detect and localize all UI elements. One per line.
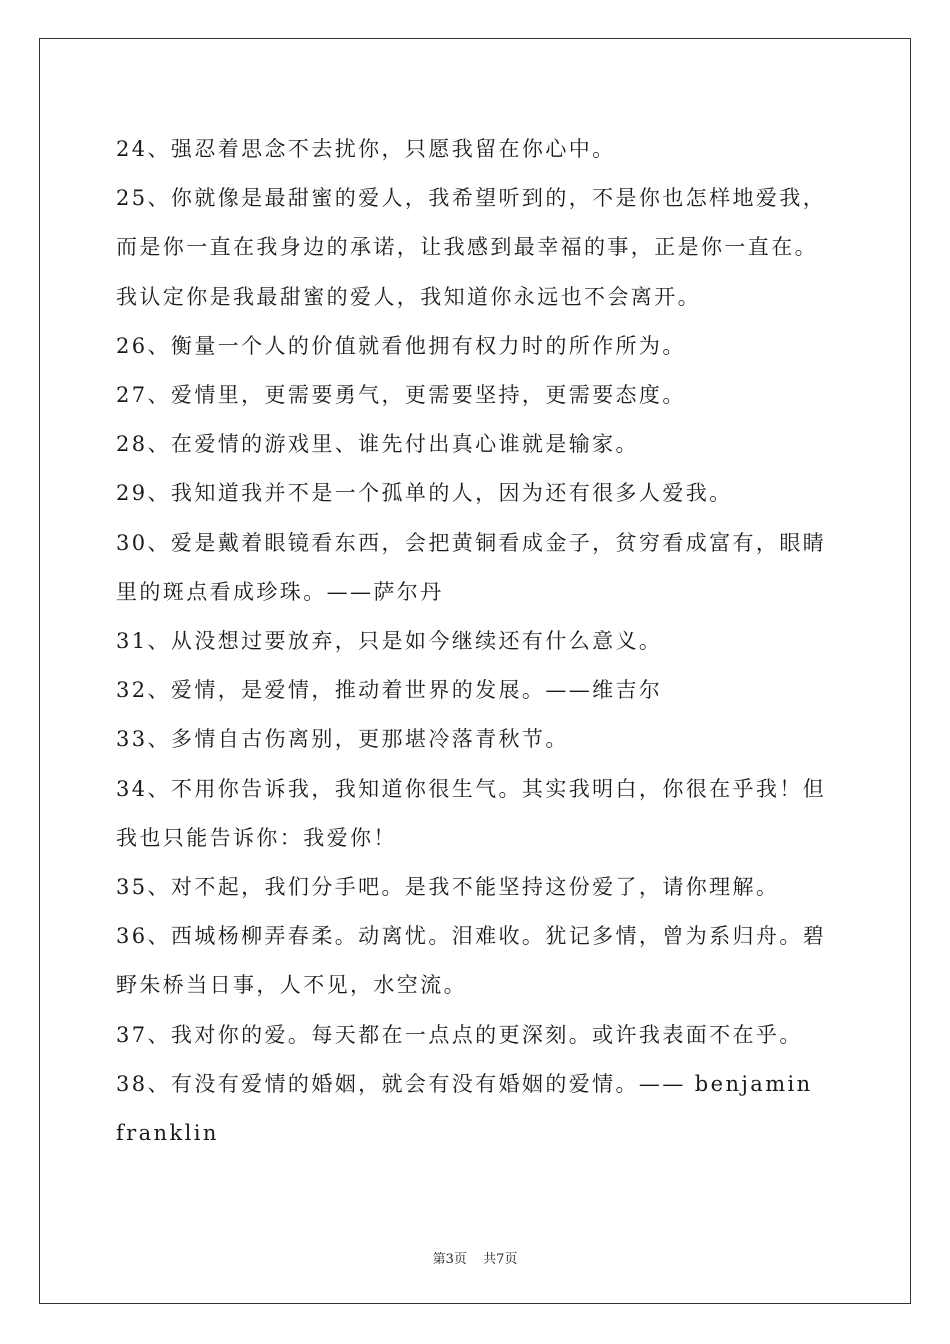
text-line: 里的斑点看成珍珠。——萨尔丹 xyxy=(116,579,444,604)
list-item xyxy=(116,519,841,617)
text-line: franklin xyxy=(116,1121,219,1146)
page-footer xyxy=(0,1248,950,1267)
text-line: 我也只能告诉你：我爱你！ xyxy=(116,825,397,850)
text-line: 38、有没有爱情的婚姻，就会有没有婚姻的爱情。—— benjamin xyxy=(116,1071,813,1096)
text-line: 35、对不起，我们分手吧。是我不能坚持这份爱了，请你理解。 xyxy=(116,875,780,900)
text-line: 28、在爱情的游戏里、谁先付出真心谁就是输家。 xyxy=(116,432,639,457)
text-line: 25、你就像是最甜蜜的爱人，我希望听到的，不是你也怎样地爱我， xyxy=(116,186,827,211)
text-line: 29、我知道我并不是一个孤单的人，因为还有很多人爱我。 xyxy=(116,481,733,506)
text-line: 32、爱情，是爱情，推动着世界的发展。——维吉尔 xyxy=(116,678,663,703)
document-body xyxy=(116,125,841,1158)
text-line: 31、从没想过要放弃，只是如今继续还有什么意义。 xyxy=(116,629,663,654)
text-line: 野朱桥当日事，人不见，水空流。 xyxy=(116,973,467,998)
page-number-total: 共7页 xyxy=(483,1252,518,1267)
text-line: 而是你一直在我身边的承诺，让我感到最幸福的事，正是你一直在。 xyxy=(116,235,818,260)
list-item xyxy=(116,715,841,764)
list-item xyxy=(116,469,841,518)
list-item xyxy=(116,174,841,322)
text-line: 36、西城杨柳弄春柔。动离忧。泪难收。犹记多情，曾为系归舟。碧 xyxy=(116,924,827,949)
text-line: 37、我对你的爱。每天都在一点点的更深刻。或许我表面不在乎。 xyxy=(116,1022,803,1047)
list-item xyxy=(116,666,841,715)
page-number-current: 第3页 xyxy=(432,1252,467,1267)
list-item xyxy=(116,617,841,666)
list-item xyxy=(116,765,841,863)
text-line: 33、多情自古伤离别，更那堪冷落青秋节。 xyxy=(116,727,569,752)
text-line: 26、衡量一个人的价值就看他拥有权力时的所作所为。 xyxy=(116,333,686,358)
text-line: 34、不用你告诉我，我知道你很生气。其实我明白，你很在乎我！但 xyxy=(116,776,827,801)
text-line: 我认定你是我最甜蜜的爱人，我知道你永远也不会离开。 xyxy=(116,284,701,309)
text-line: 30、爱是戴着眼镜看东西，会把黄铜看成金子，贫穷看成富有，眼睛 xyxy=(116,530,827,555)
list-item xyxy=(116,322,841,371)
list-item xyxy=(116,912,841,1010)
list-item xyxy=(116,420,841,469)
list-item xyxy=(116,371,841,420)
list-item xyxy=(116,1060,841,1158)
text-line: 24、强忍着思念不去扰你，只愿我留在你心中。 xyxy=(116,137,616,161)
list-item xyxy=(116,1011,841,1060)
list-item xyxy=(116,863,841,912)
list-item xyxy=(116,125,841,174)
text-line: 27、爱情里，更需要勇气，更需要坚持，更需要态度。 xyxy=(116,383,686,408)
